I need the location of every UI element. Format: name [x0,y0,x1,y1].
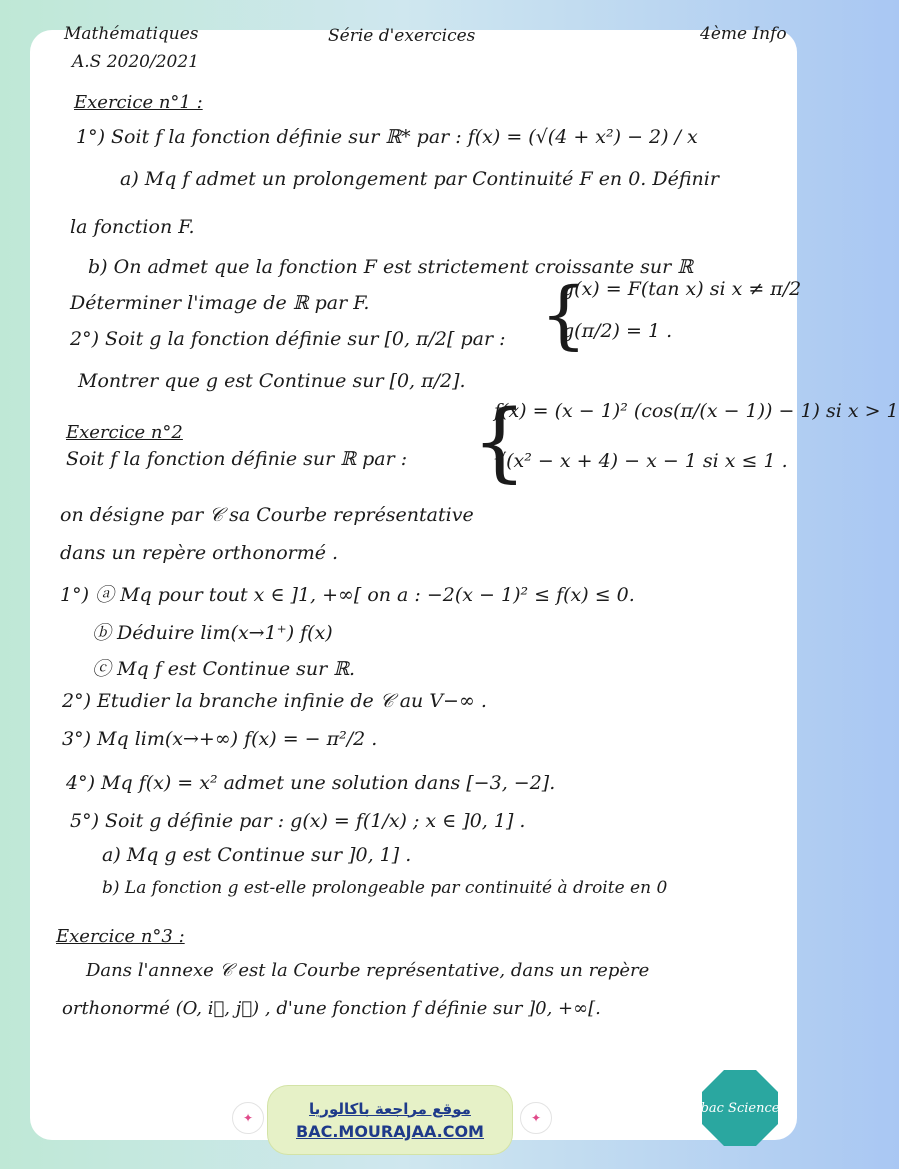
header-title: Série d'exercices [328,26,476,46]
exercise-1-title: Exercice n°1 : [74,92,203,113]
exercise-1-line: Montrer que g est Continue sur [0, π/2]. [78,370,466,392]
exercise-2-line: 1°) ⓐ Mq pour tout x ∈ ]1, +∞[ on a : −2(x − 1)² ≤ f(x) ≤ 0. [60,584,635,606]
exercise-2-line: on désigne par 𝒞 sa Courbe représentative [60,504,474,526]
exercise-2-line: Soit f la fonction définie sur ℝ par : [66,448,408,470]
exercise-1-line: Déterminer l'image de ℝ par F. [70,292,370,314]
exercise-2-line: b) La fonction g est-elle prolongeable par continuité à droite en 0 [102,878,668,898]
right-logo-icon: ✦ [520,1102,552,1134]
site-banner-link[interactable] [268,1086,512,1154]
left-logo-icon: ✦ [232,1102,264,1134]
bac-science-badge [700,1068,780,1148]
header-school-year: A.S 2020/2021 [72,52,199,72]
g-system-line: g(π/2) = 1 . [562,320,673,342]
exercise-3-line: orthonormé (O, i⃗, j⃗) , d'une fonction f définie sur ]0, +∞[. [62,998,601,1019]
brace-f-system: { [472,392,527,492]
site-arabic-name: موقع مراجعة باكالوريا [309,1099,471,1118]
exercise-sheet [30,24,899,1140]
exercise-1-line: b) On admet que la fonction F est strictement croissante sur ℝ [88,256,694,278]
header-subject: Mathématiques [64,24,199,44]
exercise-2-line: a) Mq g est Continue sur ]0, 1] . [102,844,412,866]
header-class: 4ème Info [700,24,787,44]
exercise-2-title: Exercice n°2 [66,422,183,443]
exercise-2-line: ⓒ Mq f est Continue sur ℝ. [92,658,356,680]
exercise-3-line: Dans l'annexe 𝒞 est la Courbe représentative, dans un repère [86,960,650,981]
exercise-1-line: la fonction F. [70,216,195,238]
exercise-3-title: Exercice n°3 : [56,926,185,947]
exercise-2-line: ⓑ Déduire lim(x→1⁺) f(x) [92,622,333,644]
site-url: BAC.MOURAJAA.COM [296,1121,484,1141]
badge-label: bac Science [700,1100,780,1116]
exercise-2-line: 2°) Etudier la branche infinie de 𝒞 au V−∞ . [62,690,487,712]
exercise-2-line: 4°) Mq f(x) = x² admet une solution dans [−3, −2]. [66,772,556,794]
g-system-line: g(x) = F(tan x) si x ≠ π/2 [562,278,802,300]
f-system-line: √(x² − x + 4) − x − 1 si x ≤ 1 . [494,450,788,472]
exercise-1-line: 2°) Soit g la fonction définie sur [0, π/2[ par : [70,328,506,350]
exercise-1-line: a) Mq f admet un prolongement par Continuité F en 0. Définir [120,168,719,190]
exercise-2-line: dans un repère orthonormé . [60,542,339,564]
brace-g-system: { [540,272,588,358]
f-system-line: f(x) = (x − 1)² (cos(π/(x − 1)) − 1) si x > 1 [494,400,899,422]
exercise-2-line: 5°) Soit g définie par : g(x) = f(1/x) ; x ∈ ]0, 1] . [70,810,526,832]
exercise-2-line: 3°) Mq lim(x→+∞) f(x) = − π²/2 . [62,728,378,750]
exercise-1-line: 1°) Soit f la fonction définie sur ℝ* par : f(x) = (√(4 + x²) − 2) / x [76,126,698,148]
